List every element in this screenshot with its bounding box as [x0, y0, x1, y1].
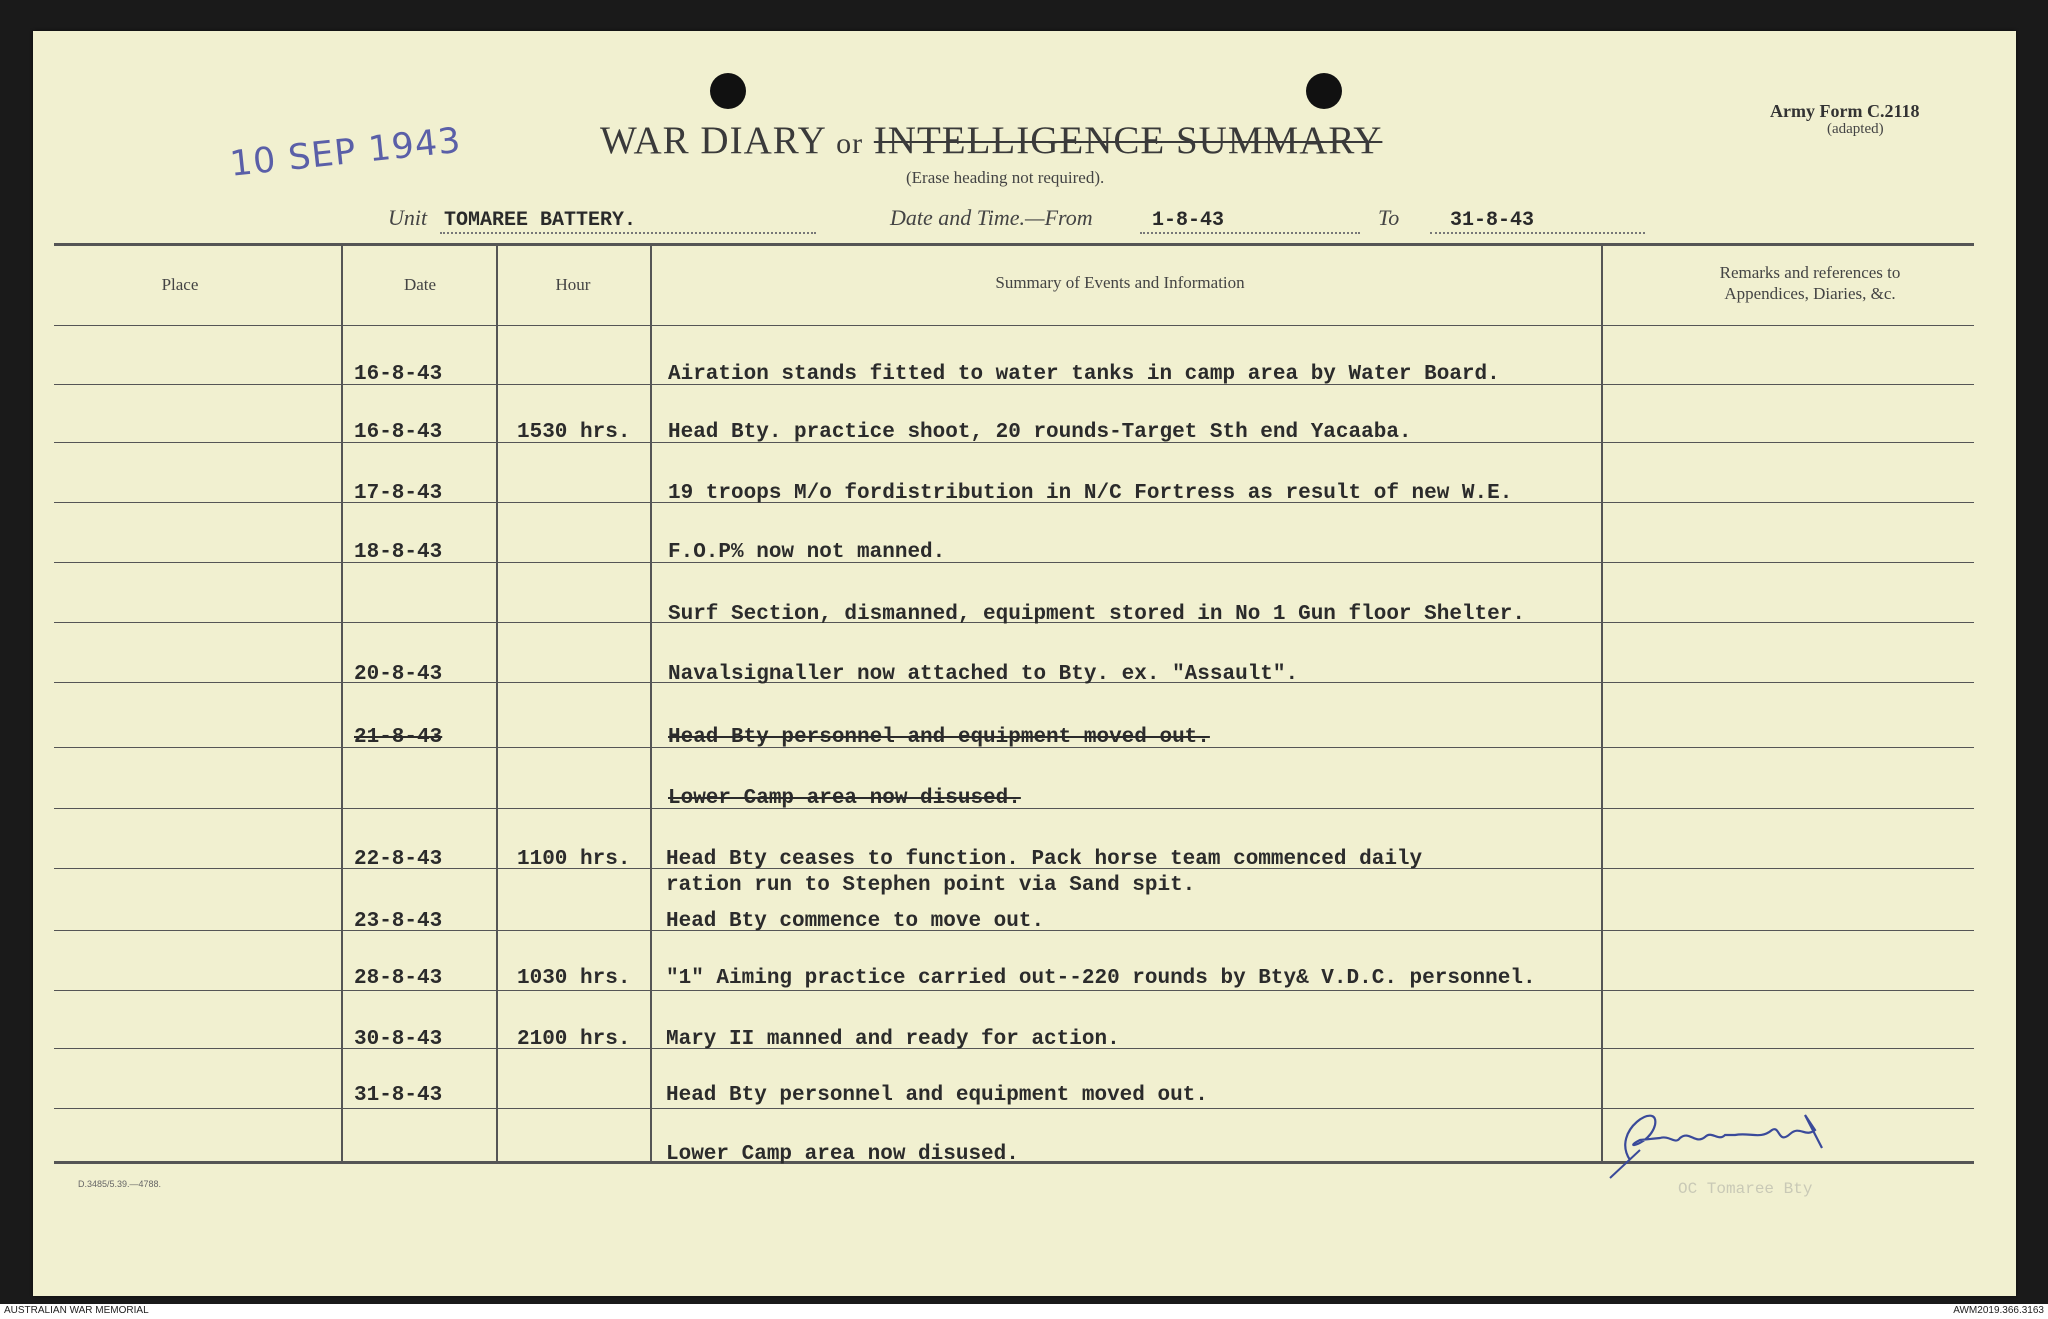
faint-unit-stamp: OC Tomaree Bty: [1678, 1180, 1813, 1198]
date-to-value: 31-8-43: [1450, 209, 1535, 232]
erase-note: (Erase heading not required).: [906, 168, 1105, 187]
date-from-label: Date and Time.—From: [890, 205, 1093, 230]
print-code: D.3485/5.39.—4788.: [78, 1179, 162, 1189]
row-rule: [54, 990, 1974, 991]
entry-text: Navalsignaller now attached to Bty. ex. "Assault".: [668, 663, 1299, 686]
entry-text-continued: ration run to Stephen point via Sand spit.: [666, 874, 1196, 897]
entry-date: 23-8-43: [354, 910, 443, 933]
footer-institution: AUSTRALIAN WAR MEMORIAL: [4, 1305, 149, 1316]
entry-text: Head Bty commence to move out.: [666, 910, 1045, 933]
col-header-remarks-2: Appendices, Diaries, &c.: [1724, 284, 1896, 303]
entry-text: 19 troops M/o fordistribution in N/C Fortress as result of new W.E.: [668, 482, 1513, 505]
entry-hour: 1030 hrs.: [517, 967, 631, 990]
entry-date: 17-8-43: [354, 482, 443, 505]
form-title: [600, 118, 1382, 163]
entry-text: Lower Camp area now disused.: [668, 787, 1021, 810]
date-to-dotted-line: [1430, 232, 1645, 234]
army-form-adapted: (adapted): [1827, 121, 1884, 137]
entry-text: Head Bty personnel and equipment moved out.: [666, 1084, 1208, 1107]
date-from-dotted-line: [1140, 232, 1360, 234]
unit-value: TOMAREE BATTERY.: [444, 209, 637, 232]
signature: [1600, 1090, 1850, 1180]
unit-label: Unit: [388, 205, 428, 230]
archive-footer: [0, 1304, 2048, 1319]
col-divider-place: [341, 245, 343, 1163]
entry-text: Head Bty personnel and equipment moved out.: [668, 726, 1210, 749]
entry-text: Surf Section, dismanned, equipment stored in No 1 Gun floor Shelter.: [668, 603, 1525, 626]
entry-date: 22-8-43: [354, 848, 443, 871]
entry-hour: 1100 hrs.: [517, 848, 631, 871]
title-or: or: [836, 127, 864, 160]
received-date-stamp: 10 SEP 1943: [228, 120, 464, 185]
footer-accession-number: AWM2019.366.3163: [1953, 1305, 2044, 1316]
col-divider-summary: [1601, 245, 1603, 1163]
title-main: WAR DIARY: [600, 119, 826, 162]
entry-text: Airation stands fitted to water tanks in camp area by Water Board.: [668, 363, 1500, 386]
date-from-value: 1-8-43: [1152, 209, 1225, 232]
entry-date: 18-8-43: [354, 541, 443, 564]
army-form-number: Army Form C.2118: [1770, 101, 1920, 121]
entry-hour: 2100 hrs.: [517, 1028, 631, 1051]
entry-text: Lower Camp area now disused.: [666, 1143, 1019, 1166]
entry-date: 16-8-43: [354, 421, 443, 444]
col-header-summary: Summary of Events and Information: [995, 273, 1245, 292]
entry-text: Head Bty. practice shoot, 20 rounds-Target Sth end Yacaaba.: [668, 421, 1412, 444]
col-header-place: Place: [161, 275, 199, 294]
entry-date: 16-8-43: [354, 363, 443, 386]
entry-date: 20-8-43: [354, 663, 443, 686]
col-divider-date: [496, 245, 498, 1163]
date-to-label: To: [1378, 205, 1400, 230]
entry-date: 21-8-43: [354, 726, 443, 749]
col-header-remarks-1: Remarks and references to: [1719, 263, 1901, 282]
entry-text: F.O.P% now not manned.: [668, 541, 946, 564]
col-divider-hour: [650, 245, 652, 1163]
row-rule: [54, 562, 1974, 563]
entry-date: 30-8-43: [354, 1028, 443, 1051]
entry-text: Head Bty ceases to function. Pack horse team commenced daily: [666, 848, 1423, 871]
punch-hole-right: [1306, 73, 1342, 109]
unit-dotted-line: [440, 232, 816, 234]
col-header-date: Date: [403, 275, 437, 294]
entry-date: 31-8-43: [354, 1084, 443, 1107]
entry-date: 28-8-43: [354, 967, 443, 990]
punch-hole-left: [710, 73, 746, 109]
entry-text: "1" Aiming practice carried out--220 rounds by Bty& V.D.C. personnel.: [666, 967, 1536, 990]
entry-hour: 1530 hrs.: [517, 421, 631, 444]
col-header-hour: Hour: [555, 275, 591, 294]
title-struck: INTELLIGENCE SUMMARY: [873, 119, 1383, 162]
entry-text: Mary II manned and ready for action.: [666, 1028, 1120, 1051]
